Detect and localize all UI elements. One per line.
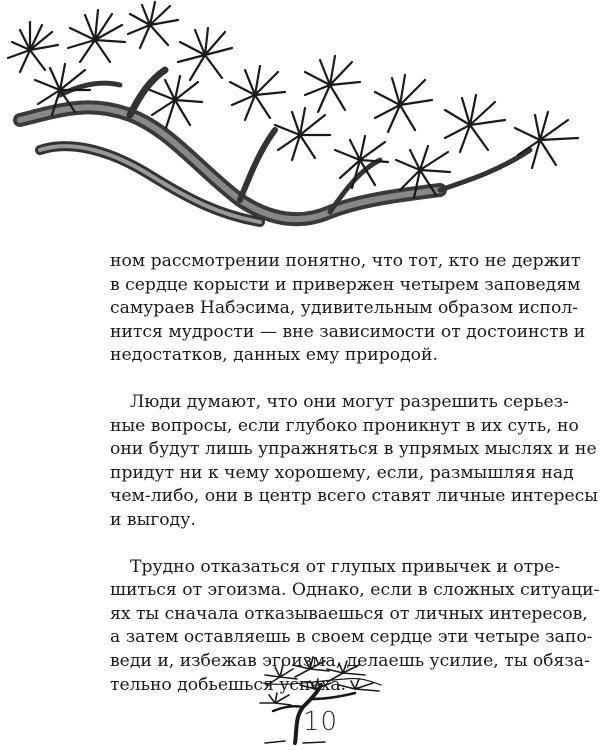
text-line: недостатков, данных ему природой.	[110, 345, 438, 366]
text-line: шиться от эгоизма. Однако, если в сложных ситуаци-	[110, 580, 600, 601]
body-text	[110, 250, 600, 720]
text-line: они будут лишь упражняться в упрямых мыслях и не	[110, 439, 597, 460]
text-line: придут ни к чему хорошему, если, размышляя над	[110, 462, 574, 483]
text-line: самураев Набэсима, удивительным образом испол-	[110, 298, 579, 319]
pine-branch-illustration	[0, 0, 600, 245]
text-line: тельно добьешься успеха.	[110, 674, 347, 695]
text-line: чем-либо, они в центр всего ставят личные интересы	[110, 486, 598, 507]
paragraph-1	[110, 250, 586, 368]
text-line: и выгоду.	[110, 509, 196, 530]
text-line: в сердце корысти и привержен четырем заповедям	[110, 274, 581, 295]
text-line-content: Трудно отказаться от глупых привычек и отре-	[130, 556, 561, 577]
paragraph-2	[110, 391, 598, 533]
text-line: ном рассмотрении понятно, что тот, кто не держит	[110, 251, 581, 271]
text-line	[110, 391, 569, 415]
text-line: веди и, избежав эгоизма, делаешь усилие, ты обяза-	[110, 650, 590, 671]
text-line: а затем оставляешь в своем сердце эти четыре запо-	[110, 627, 593, 648]
text-line-content: Люди думают, что они могут разрешить серьез-	[130, 391, 569, 412]
page-number: 10	[303, 707, 339, 737]
text-line: нится мудрости — вне зависимости от достоинств и	[110, 321, 586, 342]
text-line: ях ты сначала отказываешься от личных интересов,	[110, 603, 588, 624]
text-line: ные вопросы, если глубоко проникнут в их суть, но	[110, 415, 579, 436]
text-line	[110, 556, 561, 580]
